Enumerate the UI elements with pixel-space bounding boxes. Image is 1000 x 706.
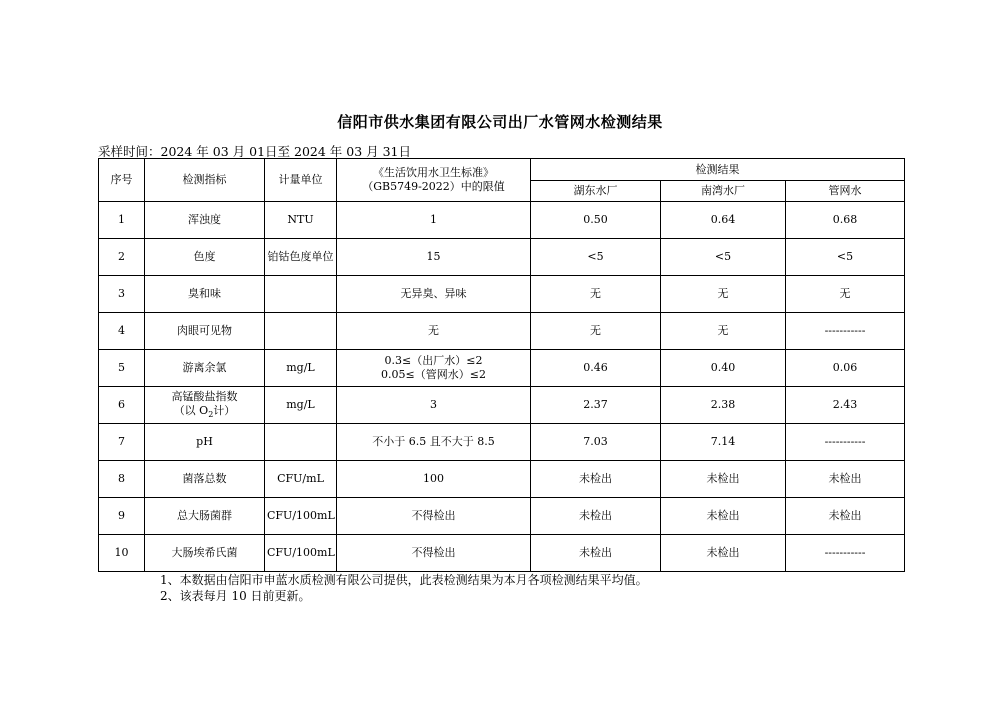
cell-plant1: 未检出 <box>531 461 661 498</box>
cell-plant2: 未检出 <box>661 498 786 535</box>
cell-limit: 100 <box>337 461 531 498</box>
cell-plant1: 无 <box>531 313 661 350</box>
cell-unit: CFU/100mL <box>265 535 337 572</box>
cell-indicator <box>145 387 265 424</box>
cell-network: 未检出 <box>786 461 905 498</box>
cell-plant1: 无 <box>531 276 661 313</box>
cell-limit: 无异臭、异味 <box>337 276 531 313</box>
cell-indicator: 肉眼可见物 <box>145 313 265 350</box>
table-row <box>99 350 905 387</box>
header-plant2: 南湾水厂 <box>661 181 786 202</box>
cell-no: 10 <box>99 535 145 572</box>
cell-plant2: 无 <box>661 313 786 350</box>
cell-unit: mg/L <box>265 350 337 387</box>
table-row <box>99 461 905 498</box>
cell-network: 0.68 <box>786 202 905 239</box>
table-row <box>99 498 905 535</box>
cell-limit: 1 <box>337 202 531 239</box>
cell-plant1: <5 <box>531 239 661 276</box>
cell-limit-line2: 0.05≤（管网水）≤2 <box>381 368 486 381</box>
cell-plant1: 7.03 <box>531 424 661 461</box>
cell-unit: mg/L <box>265 387 337 424</box>
cell-indicator: 总大肠菌群 <box>145 498 265 535</box>
cell-network: 0.06 <box>786 350 905 387</box>
note-2: 2、该表每月 10 日前更新。 <box>160 589 311 603</box>
page-title: 信阳市供水集团有限公司出厂水管网水检测结果 <box>337 113 663 131</box>
cell-indicator: 浑浊度 <box>145 202 265 239</box>
indicator-subscript: 2 <box>208 409 214 419</box>
cell-limit: 15 <box>337 239 531 276</box>
cell-indicator-line1: 高锰酸盐指数 <box>171 390 238 404</box>
cell-no: 9 <box>99 498 145 535</box>
cell-unit <box>265 276 337 313</box>
cell-limit-line1: 0.3≤（出厂水）≤2 <box>384 354 483 368</box>
table-row <box>99 313 905 350</box>
sampling-period: 采样时间：2024 年 03 月 01日至 2024 年 03 月 31日 <box>98 144 412 159</box>
cell-indicator-line2 <box>147 404 262 420</box>
cell-no: 2 <box>99 239 145 276</box>
cell-plant2: 7.14 <box>661 424 786 461</box>
cell-plant2: 2.38 <box>661 387 786 424</box>
cell-network: ----------- <box>786 424 905 461</box>
cell-limit: 3 <box>337 387 531 424</box>
cell-plant1: 未检出 <box>531 498 661 535</box>
cell-limit: 不得检出 <box>337 535 531 572</box>
header-standard-line1: 《生活饮用水卫生标准》 <box>373 166 494 180</box>
cell-indicator: 臭和味 <box>145 276 265 313</box>
cell-unit: 铂钴色度单位 <box>265 239 337 276</box>
cell-indicator: 游离余氯 <box>145 350 265 387</box>
cell-limit: 无 <box>337 313 531 350</box>
header-standard-line2: （GB5749-2022）中的限值 <box>362 180 505 193</box>
notes <box>160 572 648 604</box>
table-row <box>99 239 905 276</box>
table-row <box>99 387 905 424</box>
cell-indicator: 菌落总数 <box>145 461 265 498</box>
cell-indicator: 大肠埃希氏菌 <box>145 535 265 572</box>
cell-network: ----------- <box>786 535 905 572</box>
cell-indicator: pH <box>145 424 265 461</box>
note-1: 1、本数据由信阳市申蓝水质检测有限公司提供，此表检测结果为本月各项检测结果平均值。 <box>160 573 648 587</box>
header-unit: 计量单位 <box>265 159 337 202</box>
header-indicator: 检测指标 <box>145 159 265 202</box>
cell-plant2: 未检出 <box>661 535 786 572</box>
table-row <box>99 424 905 461</box>
header-no: 序号 <box>99 159 145 202</box>
table-header-row <box>99 159 905 181</box>
cell-limit <box>337 350 531 387</box>
table-row <box>99 202 905 239</box>
cell-no: 5 <box>99 350 145 387</box>
cell-indicator: 色度 <box>145 239 265 276</box>
cell-plant2: 0.64 <box>661 202 786 239</box>
indicator-suffix: 计） <box>213 403 236 417</box>
cell-plant2: 未检出 <box>661 461 786 498</box>
table-row <box>99 535 905 572</box>
cell-no: 7 <box>99 424 145 461</box>
cell-network: <5 <box>786 239 905 276</box>
header-network: 管网水 <box>786 181 905 202</box>
results-table <box>98 158 905 572</box>
cell-network: ----------- <box>786 313 905 350</box>
cell-unit <box>265 313 337 350</box>
cell-unit: CFU/100mL <box>265 498 337 535</box>
cell-limit: 不小于 6.5 且不大于 8.5 <box>337 424 531 461</box>
cell-plant2: 0.40 <box>661 350 786 387</box>
cell-plant1: 未检出 <box>531 535 661 572</box>
cell-unit: CFU/mL <box>265 461 337 498</box>
cell-no: 6 <box>99 387 145 424</box>
cell-plant2: 无 <box>661 276 786 313</box>
cell-unit: NTU <box>265 202 337 239</box>
cell-no: 1 <box>99 202 145 239</box>
header-plant1: 湖东水厂 <box>531 181 661 202</box>
cell-network: 2.43 <box>786 387 905 424</box>
cell-plant1: 2.37 <box>531 387 661 424</box>
cell-no: 4 <box>99 313 145 350</box>
cell-network: 未检出 <box>786 498 905 535</box>
indicator-prefix: （以 O <box>173 403 209 417</box>
cell-no: 3 <box>99 276 145 313</box>
cell-no: 8 <box>99 461 145 498</box>
cell-plant1: 0.50 <box>531 202 661 239</box>
table-row <box>99 276 905 313</box>
cell-plant2: <5 <box>661 239 786 276</box>
header-standard <box>337 159 531 202</box>
cell-plant1: 0.46 <box>531 350 661 387</box>
cell-unit <box>265 424 337 461</box>
cell-network: 无 <box>786 276 905 313</box>
header-results: 检测结果 <box>531 159 905 181</box>
cell-limit: 不得检出 <box>337 498 531 535</box>
